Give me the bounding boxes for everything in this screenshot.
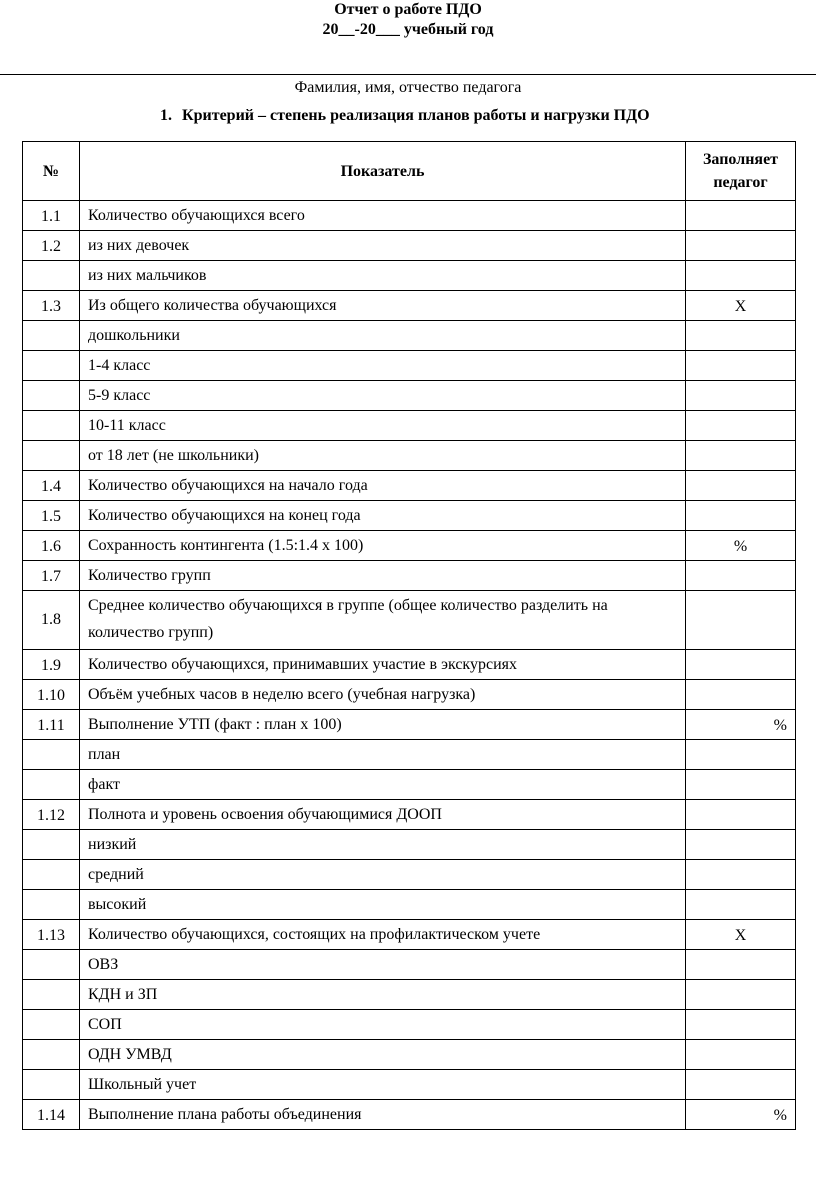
row-teacher-input[interactable] [686,800,796,830]
row-indicator: Сохранность контингента (1.5:1.4 х 100) [80,531,686,561]
row-indicator: Количество обучающихся, принимавших участие в экскурсиях [80,650,686,680]
table-row [23,980,796,1010]
row-indicator: план [80,740,686,770]
table-row [23,860,796,890]
row-number [23,860,80,890]
row-number [23,1040,80,1070]
row-number [23,1070,80,1100]
row-teacher-input[interactable] [686,680,796,710]
row-indicator: факт [80,770,686,800]
row-indicator: Количество обучающихся на конец года [80,501,686,531]
row-teacher-input[interactable] [686,381,796,411]
table-row [23,381,796,411]
row-teacher-input[interactable]: Х [686,291,796,321]
row-number [23,351,80,381]
row-teacher-input[interactable] [686,261,796,291]
row-number: 1.5 [23,501,80,531]
table-row [23,441,796,471]
row-indicator: ОВЗ [80,950,686,980]
row-teacher-input[interactable] [686,890,796,920]
table-row [23,1040,796,1070]
table-header-row [23,142,796,201]
row-teacher-input[interactable] [686,201,796,231]
table-row [23,890,796,920]
row-indicator: 10-11 класс [80,411,686,441]
row-number: 1.11 [23,710,80,740]
row-indicator: Количество обучающихся всего [80,201,686,231]
row-number [23,411,80,441]
criterion-title: Критерий – степень реализация планов работы и нагрузки ПДО [182,107,650,124]
row-teacher-input[interactable] [686,471,796,501]
table-row [23,351,796,381]
row-number [23,1010,80,1040]
fio-underline [0,74,816,75]
row-teacher-input[interactable] [686,351,796,381]
row-teacher-input[interactable] [686,860,796,890]
row-indicator: Выполнение плана работы объединения [80,1100,686,1130]
table-row [23,411,796,441]
table-row [23,770,796,800]
row-number: 1.3 [23,291,80,321]
row-teacher-input[interactable] [686,650,796,680]
row-number [23,381,80,411]
row-number: 1.6 [23,531,80,561]
row-number [23,770,80,800]
row-teacher-input[interactable] [686,1040,796,1070]
row-teacher-input[interactable] [686,591,796,650]
row-number [23,980,80,1010]
academic-year: 20__-20___ учебный год [322,21,494,38]
table-row [23,710,796,740]
table-row [23,740,796,770]
report-title: Отчет о работе ПДО [334,1,482,18]
row-number: 1.2 [23,231,80,261]
table-row [23,231,796,261]
row-indicator: ОДН УМВД [80,1040,686,1070]
table-row [23,201,796,231]
table-row [23,291,796,321]
row-number [23,261,80,291]
table-row [23,1010,796,1040]
row-number: 1.1 [23,201,80,231]
table-row [23,591,796,650]
row-number: 1.9 [23,650,80,680]
row-indicator: из них девочек [80,231,686,261]
table-row [23,950,796,980]
row-indicator: Объём учебных часов в неделю всего (учебная нагрузка) [80,680,686,710]
report-table [22,141,796,1130]
table-row [23,830,796,860]
row-indicator: Выполнение УТП (факт : план х 100) [80,710,686,740]
row-indicator: Количество обучающихся на начало года [80,471,686,501]
row-teacher-input[interactable]: % [686,531,796,561]
table-row [23,650,796,680]
row-number [23,740,80,770]
row-teacher-input[interactable] [686,770,796,800]
row-indicator: из них мальчиков [80,261,686,291]
teacher-name-label: Фамилия, имя, отчество педагога [294,79,522,96]
row-teacher-input[interactable] [686,950,796,980]
table-body [23,201,796,1130]
header-filled-by: Заполняет педагог [686,142,796,201]
row-indicator: низкий [80,830,686,860]
row-number [23,321,80,351]
table-row [23,531,796,561]
row-teacher-input[interactable] [686,740,796,770]
row-teacher-input[interactable] [686,321,796,351]
table-row [23,1070,796,1100]
row-indicator: 5-9 класс [80,381,686,411]
row-number [23,441,80,471]
row-teacher-input[interactable] [686,1010,796,1040]
table-row [23,561,796,591]
table-row [23,261,796,291]
row-number: 1.14 [23,1100,80,1130]
row-indicator: Количество групп [80,561,686,591]
row-indicator: Среднее количество обучающихся в группе (общее количество разделить на количество групп) [80,591,686,650]
row-number [23,950,80,980]
row-indicator: 1-4 класс [80,351,686,381]
table-row [23,920,796,950]
row-teacher-input[interactable] [686,980,796,1010]
table-row [23,800,796,830]
row-teacher-input[interactable]: Х [686,920,796,950]
row-number: 1.12 [23,800,80,830]
row-number [23,890,80,920]
row-teacher-input[interactable] [686,231,796,261]
row-number: 1.10 [23,680,80,710]
table-row [23,501,796,531]
row-number: 1.4 [23,471,80,501]
row-indicator: Школьный учет [80,1070,686,1100]
row-teacher-input[interactable] [686,1070,796,1100]
row-teacher-input[interactable] [686,411,796,441]
row-indicator: дошкольники [80,321,686,351]
row-indicator: Количество обучающихся, состоящих на профилактическом учете [80,920,686,950]
row-indicator: высокий [80,890,686,920]
header-num: № [23,142,80,201]
row-indicator: Из общего количества обучающихся [80,291,686,321]
table-row [23,471,796,501]
row-number: 1.7 [23,561,80,591]
row-indicator: Полнота и уровень освоения обучающимися ДООП [80,800,686,830]
row-indicator: средний [80,860,686,890]
row-indicator: СОП [80,1010,686,1040]
row-number: 1.8 [23,591,80,650]
row-number [23,830,80,860]
row-indicator: от 18 лет (не школьники) [80,441,686,471]
row-teacher-input[interactable]: % [686,1100,796,1130]
table-row [23,680,796,710]
row-number: 1.13 [23,920,80,950]
row-teacher-input[interactable] [686,441,796,471]
table-row [23,1100,796,1130]
criterion-number: 1. [160,107,172,124]
criterion-heading [160,106,650,126]
row-teacher-input[interactable] [686,561,796,591]
table-row [23,321,796,351]
row-teacher-input[interactable] [686,830,796,860]
row-indicator: КДН и ЗП [80,980,686,1010]
row-teacher-input[interactable] [686,501,796,531]
row-teacher-input[interactable]: % [686,710,796,740]
header-indicator: Показатель [80,142,686,201]
